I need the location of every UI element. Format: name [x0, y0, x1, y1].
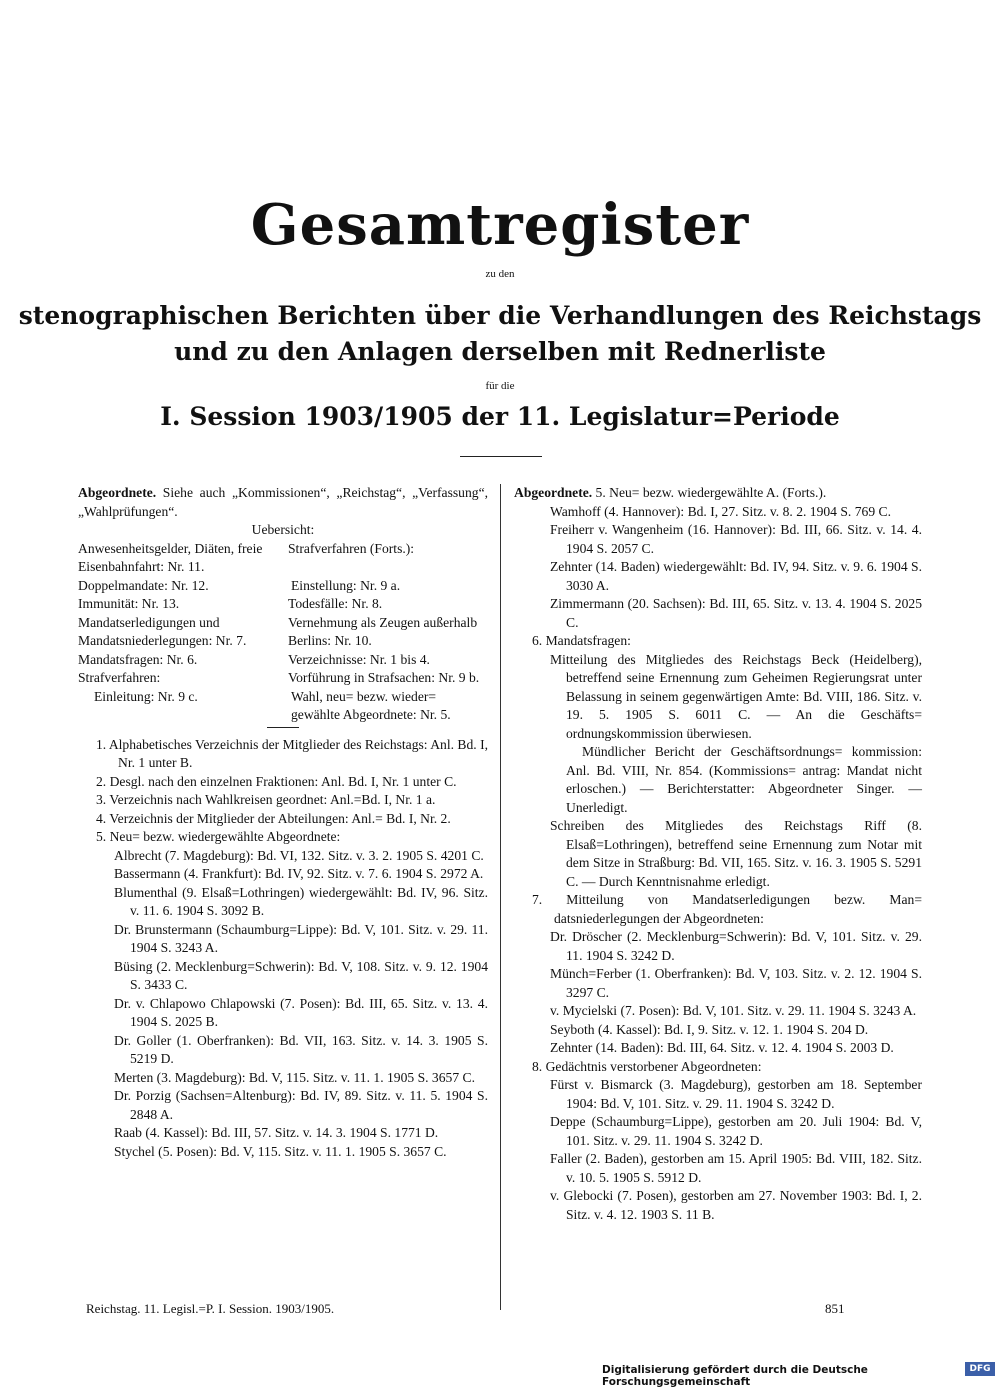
- running-footer: Reichstag. 11. Legisl.=P. I. Session. 1903/1905.: [86, 1301, 335, 1316]
- page-number: 851: [825, 1301, 845, 1316]
- overview-right-cell: Vorführung in Strafsachen: Nr. 9 b.: [288, 670, 480, 685]
- sub-entry: v. Glebocki (7. Posen), gestorben am 27. November 1903: Bd. I, 2. Sitz. v. 4. 12. 1903 S. 11 B.: [550, 1188, 922, 1222]
- left-heading: [78, 484, 488, 521]
- overview-right-cell: Todesfälle: Nr. 8.: [288, 596, 383, 611]
- right-heading: [514, 484, 922, 503]
- overview-left-cell: Doppelmandate: Nr. 12.: [78, 577, 209, 593]
- overview-row: [78, 595, 488, 614]
- sub-entry: Dr. Dröscher (2. Mecklenburg=Schwerin): Bd. V, 101. Sitz. v. 29. 11. 1904 S. 3242 D.: [550, 929, 922, 963]
- sub-entry: Freiherr v. Wangenheim (16. Hannover): Bd. III, 66. Sitz. v. 14. 4. 1904 S. 2057 C.: [550, 522, 922, 556]
- sub-entry: Zehnter (14. Baden) wiedergewählt: Bd. IV, 94. Sitz. v. 9. 6. 1904 S. 3030 A.: [550, 559, 923, 593]
- left-heading-text: Siehe auch „Kommissionen“, „Reichstag“, „Verfassung“, „Wahlprüfungen“.: [78, 485, 488, 519]
- overview-right-cell: Vernehmung als Zeugen außerhalb Berlins: Nr. 10.: [288, 614, 478, 648]
- list-item: 7. Mitteilung von Mandatserledigungen bezw. Man= datsniederlegungen der Abgeordneten:: [532, 892, 922, 926]
- column-divider: [500, 484, 501, 1310]
- right-heading-bold: Abgeordnete.: [514, 485, 593, 500]
- sub-entry: Mitteilung des Mitgliedes des Reichstags Beck (Heidelberg), betreffend seine Ernennung zum Geheimen Regierungsrat unter Belassung in seinem gegenwärtigen Amte: Bd. VIII, 186. Sitz. v. 19. 5. 1905 S. 6011 C. — An die Geschäfts= ordnungskommission überwiesen.: [550, 651, 922, 741]
- overview-right-cell: Strafverfahren (Forts.):: [288, 540, 415, 556]
- overview-right-cell: Wahl, neu= bezw. wieder= gewählte Abgeordnete: Nr. 5.: [291, 688, 451, 722]
- sub-entry: Fürst v. Bismarck (3. Magdeburg), gestorben am 18. September 1904: Bd. V, 101. Sitz. v. 29. 11. 1904 S. 3242 D.: [550, 1077, 922, 1111]
- overview-table: [78, 540, 488, 725]
- sub-entry: Dr. v. Chlapowo Chlapowski (7. Posen): Bd. III, 65. Sitz. v. 13. 4. 1904 S. 2025 B.: [114, 995, 488, 1029]
- overview-row: [78, 688, 488, 725]
- overview-left-cell: Mandatsfragen: Nr. 6.: [78, 651, 198, 667]
- overview-heading: Uebersicht:: [251, 522, 315, 537]
- sub-entry: Faller (2. Baden), gestorben am 15. April 1905: Bd. VIII, 182. Sitz. v. 10. 5. 1905 S. 5912 D.: [550, 1151, 922, 1185]
- page-title: Gesamtregister: [250, 192, 750, 258]
- sub-entry: Dr. Brunstermann (Schaumburg=Lippe): Bd. V, 101. Sitz. v. 29. 11. 1904 S. 3243 A.: [114, 921, 488, 955]
- list-item: 2. Desgl. nach den einzelnen Fraktionen: Anl. Bd. I, Nr. 1 unter C.: [96, 773, 457, 789]
- list-item: 4. Verzeichnis der Mitglieder der Abteilungen: Anl.= Bd. I, Nr. 2.: [96, 810, 451, 826]
- sub-entry: Dr. Goller (1. Oberfranken): Bd. VII, 163. Sitz. v. 14. 3. 1905 S. 5219 D.: [114, 1032, 488, 1066]
- zu-den-text: zu den: [485, 268, 515, 280]
- right-column: [514, 484, 922, 1224]
- sub-entry: Raab (4. Kassel): Bd. III, 57. Sitz. v. 14. 3. 1904 S. 1771 D.: [114, 1125, 439, 1140]
- overview-left-cell: Mandatserledigungen und Mandatsniederlegungen: Nr. 7.: [78, 614, 247, 648]
- sub-entry: Münch=Ferber (1. Oberfranken): Bd. V, 103. Sitz. v. 2. 12. 1904 S. 3297 C.: [550, 966, 922, 1000]
- session-heading: I. Session 1903/1905 der 11. Legislatur=Periode: [160, 402, 840, 431]
- sub-entry: Stychel (5. Posen): Bd. V, 115. Sitz. v. 11. 1. 1905 S. 3657 C.: [114, 1143, 447, 1159]
- sub-entry: Büsing (2. Mecklenburg=Schwerin): Bd. V, 108. Sitz. v. 9. 12. 1904 S. 3433 C.: [114, 958, 488, 992]
- overview-row: [78, 651, 488, 670]
- overview-left-cell: Immunität: Nr. 13.: [78, 596, 180, 611]
- overview-row: [78, 540, 488, 577]
- overview-divider: [267, 727, 299, 728]
- sub-entry: Seyboth (4. Kassel): Bd. I, 9. Sitz. v. 12. 1. 1904 S. 204 D.: [550, 1021, 869, 1037]
- list-item: 8. Gedächtnis verstorbener Abgeordneten:: [532, 1058, 762, 1074]
- sub-entry: Zimmermann (20. Sachsen): Bd. III, 65. Sitz. v. 13. 4. 1904 S. 2025 C.: [550, 596, 922, 630]
- title-divider: [460, 456, 542, 457]
- sub-entry-continuation: Mündlicher Bericht der Geschäftsordnungs= kommission: Anl. Bd. VIII, Nr. 854. (Kommissions= antrag: Mandat nicht erloschen.) — Berichterstatter: Abgeordneter Singer. — Unerledigt.: [566, 744, 922, 815]
- list-item: 6. Mandatsfragen:: [532, 633, 631, 648]
- dfg-logo: DFG: [965, 1362, 995, 1376]
- subtitle-line-1: stenographischen Berichten über die Verhandlungen des Reichstags: [18, 301, 982, 330]
- sub-entry: v. Mycielski (7. Posen): Bd. V, 101. Sitz. v. 29. 11. 1904 S. 3243 A.: [550, 1003, 917, 1018]
- sub-entry: Bassermann (4. Frankfurt): Bd. IV, 92. Sitz. v. 7. 6. 1904 S. 2972 A.: [114, 866, 484, 881]
- overview-right-cell: Einstellung: Nr. 9 a.: [291, 577, 401, 593]
- overview-left-cell: Strafverfahren:: [78, 670, 161, 685]
- overview-left-cell: Einleitung: Nr. 9 c.: [94, 688, 198, 704]
- overview-right-cell: Verzeichnisse: Nr. 1 bis 4.: [288, 651, 430, 667]
- sub-entry: Schreiben des Mitgliedes des Reichstags Riff (8. Elsaß=Lothringen), betreffend seine Ernennung zum Notar mit dem Sitze in Straßburg: Bd. VII, 165. Sitz. v. 16. 3. 1905 S. 5291 C. — Durch Kenntnisnahme erledigt.: [550, 818, 922, 889]
- sub-entry: Zehnter (14. Baden): Bd. III, 64. Sitz. v. 12. 4. 1904 S. 2003 D.: [550, 1040, 894, 1055]
- subtitle-line-2: und zu den Anlagen derselben mit Rednerliste: [174, 337, 826, 366]
- sub-entry: Dr. Porzig (Sachsen=Altenburg): Bd. IV, 89. Sitz. v. 11. 5. 1904 S. 2848 A.: [114, 1088, 488, 1122]
- overview-row: [78, 577, 488, 596]
- list-item: 3. Verzeichnis nach Wahlkreisen geordnet: Anl.=Bd. I, Nr. 1 a.: [96, 792, 436, 807]
- overview-row: [78, 614, 488, 651]
- sub-entry: Deppe (Schaumburg=Lippe), gestorben am 20. Juli 1904: Bd. V, 101. Sitz. v. 29. 11. 1904 S. 3242 D.: [550, 1114, 922, 1148]
- overview-left-cell: Anwesenheitsgelder, Diäten, freie Eisenbahnfahrt: Nr. 11.: [78, 540, 263, 574]
- sub-entry: Merten (3. Magdeburg): Bd. V, 115. Sitz. v. 11. 1. 1905 S. 3657 C.: [114, 1069, 475, 1085]
- overview-row: [78, 669, 488, 688]
- sub-entry: Wamhoff (4. Hannover): Bd. I, 27. Sitz. v. 8. 2. 1904 S. 769 C.: [550, 503, 891, 519]
- sub-entry: Blumenthal (9. Elsaß=Lothringen) wiedergewählt: Bd. IV, 96. Sitz. v. 11. 6. 1904 S. 3092 B.: [114, 884, 488, 918]
- digitization-credit: Digitalisierung gefördert durch die Deutsche Forschungsgemeinschaft: [602, 1364, 868, 1388]
- right-heading-text: 5. Neu= bezw. wiedergewählte A. (Forts.).: [592, 485, 827, 500]
- sub-entry: Albrecht (7. Magdeburg): Bd. VI, 132. Sitz. v. 3. 2. 1905 S. 4201 C.: [114, 847, 484, 863]
- left-heading-bold: Abgeordnete.: [78, 485, 157, 500]
- fuer-die-text: für die: [485, 380, 515, 392]
- list-item: 1. Alphabetisches Verzeichnis der Mitglieder des Reichstags: Anl. Bd. I, Nr. 1 unter B.: [96, 736, 489, 770]
- list-item: 5. Neu= bezw. wiedergewählte Abgeordnete:: [96, 829, 341, 844]
- left-column: [78, 484, 488, 1161]
